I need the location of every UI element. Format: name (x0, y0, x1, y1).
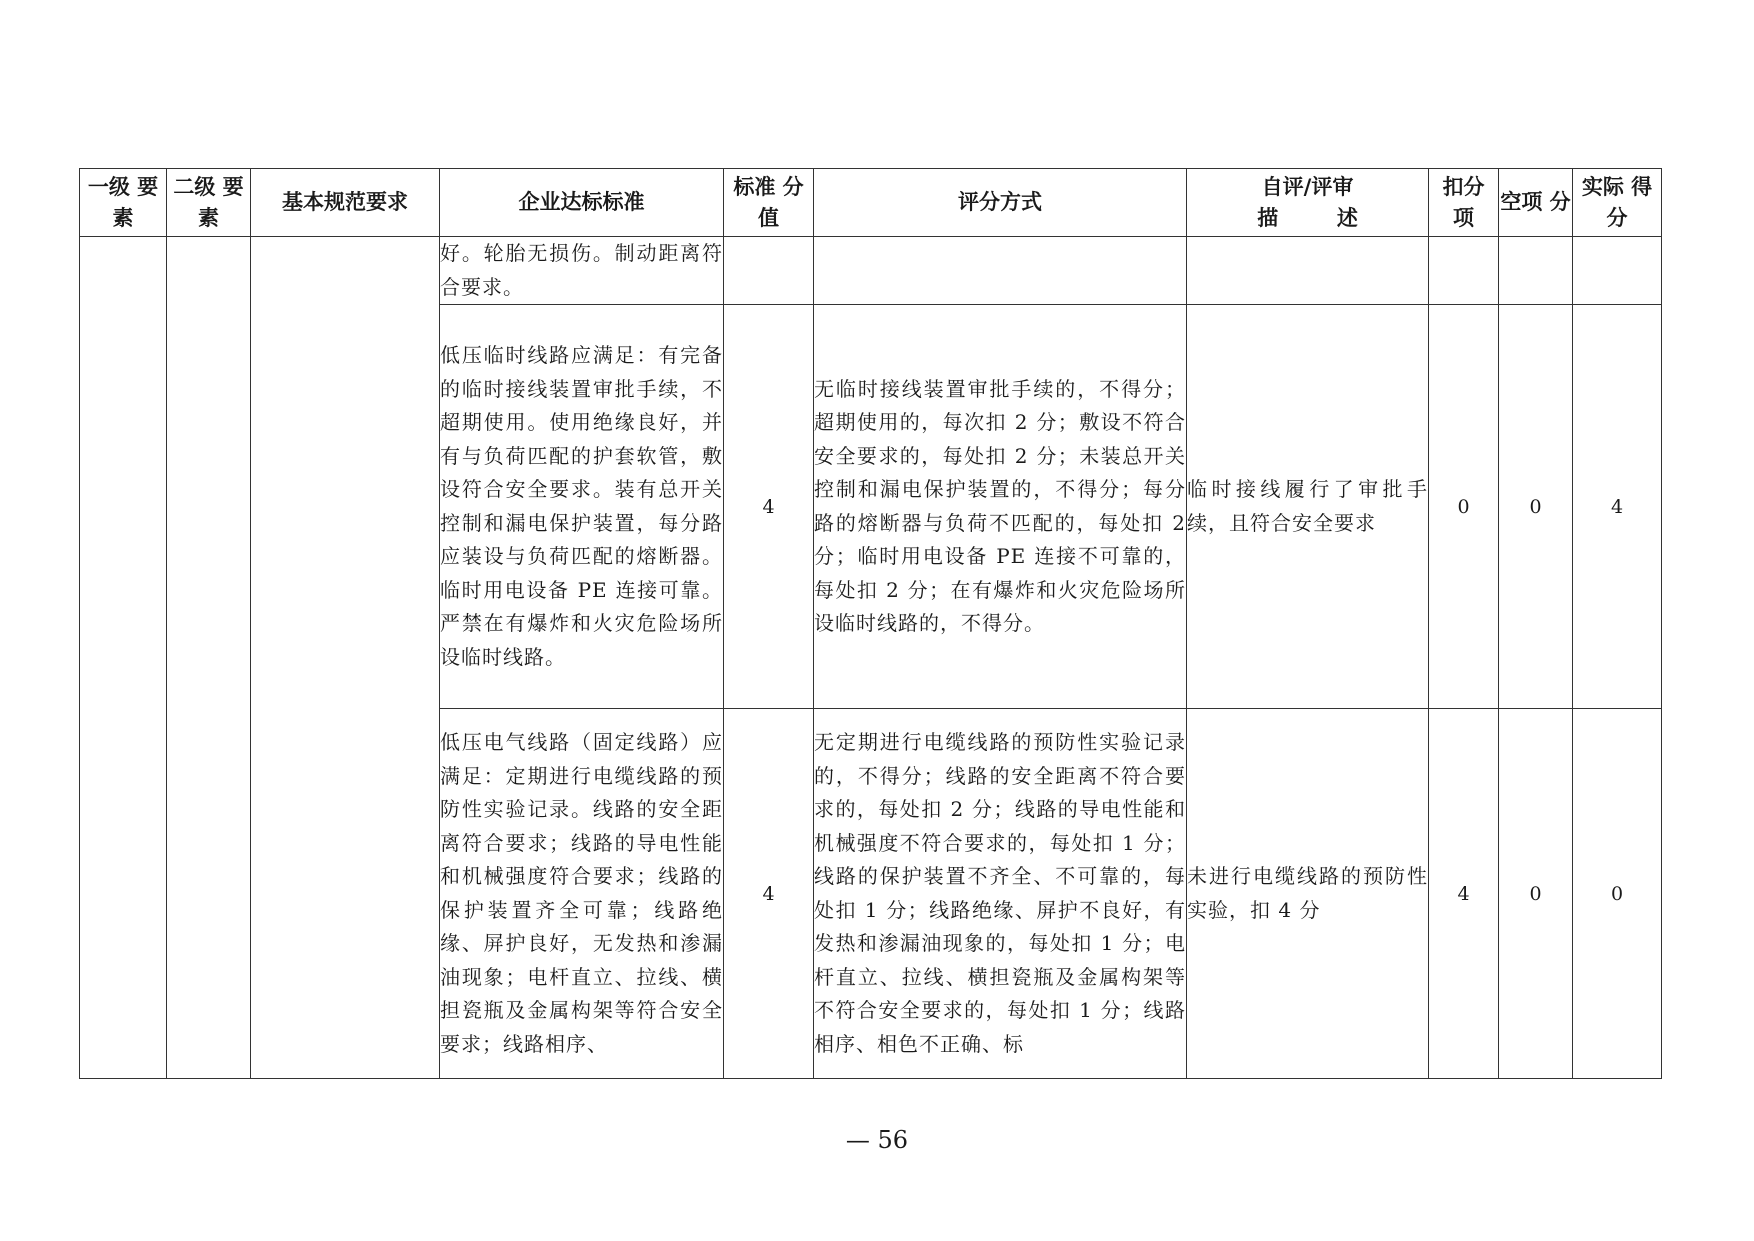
level1-cell (80, 237, 167, 1079)
level2-cell (167, 237, 251, 1079)
empty-cell: 0 (1499, 305, 1573, 709)
header-desc-char1: 描 (1257, 205, 1279, 230)
actual-cell: 0 (1573, 709, 1662, 1079)
score-cell: 4 (724, 305, 814, 709)
standard-cell: 低压电气线路（固定线路）应满足：定期进行电缆线路的预防性实验记录。线路的安全距离符合要求；线路的导电性能和机械强度符合要求；线路的保护装置齐全可靠；线路绝缘、屏护良好，无发热和渗漏油现象；电杆直立、拉线、横担瓷瓶及金属构架等符合安全要求；线路相序、 (440, 709, 724, 1079)
standard-cell: 低压临时线路应满足：有完备的临时接线装置审批手续，不超期使用。使用绝缘良好，并有与负荷匹配的护套软管，敷设符合安全要求。装有总开关控制和漏电保护装置，每分路应装设与负荷匹配的熔断器。临时用电设备 PE 连接可靠。严禁在有爆炸和火灾危险场所设临时线路。 (440, 305, 724, 709)
desc-cell: 未进行电缆线路的预防性实验，扣 4 分 (1187, 709, 1429, 1079)
scoring-table (79, 168, 1662, 1079)
desc-cell (1187, 237, 1429, 305)
table-row (80, 237, 1662, 305)
actual-cell: 4 (1573, 305, 1662, 709)
method-cell: 无定期进行电缆线路的预防性实验记录的，不得分；线路的安全距离不符合要求的，每处扣 2 分；线路的导电性能和机械强度不符合要求的，每处扣 1 分；线路的保护装置不齐全、不可靠的，每处扣 1 分；线路绝缘、屏护不良好，有发热和渗漏油现象的，每处扣 1 分；电杆直立、拉线、横担瓷瓶及金属构架等不符合安全要求的，每处扣 1 分；线路相序、相色不正确、标 (814, 709, 1187, 1079)
page-number: — 56 (845, 1126, 909, 1154)
header-actual: 实际 得分 (1573, 169, 1662, 237)
deduct-cell: 4 (1429, 709, 1499, 1079)
header-std-score: 标准 分值 (724, 169, 814, 237)
header-deduct: 扣分 项 (1429, 169, 1499, 237)
actual-cell (1573, 237, 1662, 305)
header-standard: 企业达标标准 (440, 169, 724, 237)
header-row (80, 169, 1662, 237)
basic-req-cell (251, 237, 440, 1079)
header-basic-req: 基本规范要求 (251, 169, 440, 237)
header-self-eval (1187, 169, 1429, 237)
empty-cell: 0 (1499, 709, 1573, 1079)
header-self-eval-line2 (1187, 203, 1428, 234)
empty-cell (1499, 237, 1573, 305)
header-method: 评分方式 (814, 169, 1187, 237)
header-desc-char2: 述 (1336, 205, 1358, 230)
score-cell: 4 (724, 709, 814, 1079)
deduct-cell (1429, 237, 1499, 305)
method-cell (814, 237, 1187, 305)
header-level1: 一级 要素 (80, 169, 167, 237)
method-cell: 无临时接线装置审批手续的，不得分；超期使用的，每次扣 2 分；敷设不符合安全要求的，每处扣 2 分；未装总开关控制和漏电保护装置的，不得分；每分路的熔断器与负荷不匹配的，每处扣 2 分；临时用电设备 PE 连接不可靠的，每处扣 2 分；在有爆炸和火灾危险场所设临时线路的，不得分。 (814, 305, 1187, 709)
header-empty: 空项 分 (1499, 169, 1573, 237)
standard-cell: 好。轮胎无损伤。制动距离符合要求。 (440, 237, 724, 305)
header-self-eval-line1: 自评/评审 (1261, 174, 1354, 199)
header-level2: 二级 要素 (167, 169, 251, 237)
deduct-cell: 0 (1429, 305, 1499, 709)
score-cell (724, 237, 814, 305)
desc-cell: 临时接线履行了审批手续，且符合安全要求 (1187, 305, 1429, 709)
